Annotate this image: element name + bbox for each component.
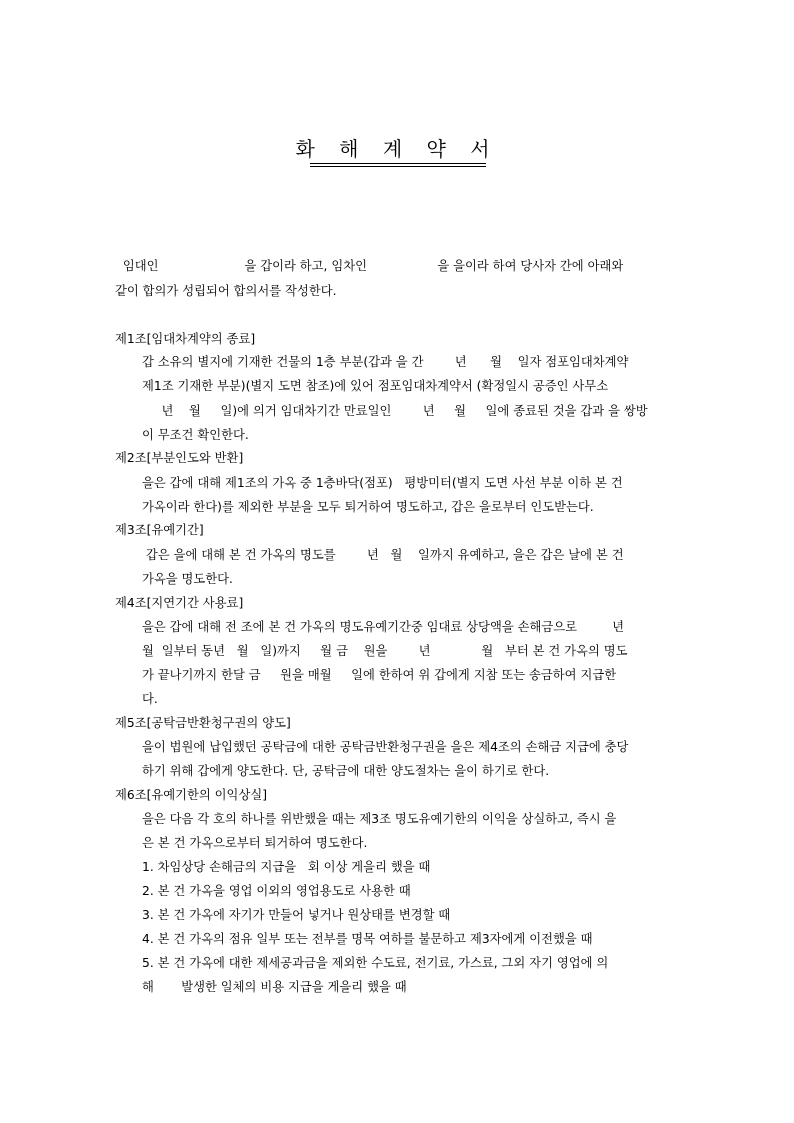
article-line: 월 일부터 동년 월 일)까지 월 금 원을 년 월 부터 본 건 가옥의 명도 [142,644,628,658]
article-line: 갑 소유의 별지에 기재한 건물의 1층 부분(갑과 을 간 년 월 일자 점포임대차계약 [142,355,629,369]
article-heading: 제4조[지연기간 사용료] [115,596,244,610]
list-item: 3. 본 건 가옥에 자기가 만들어 넣거나 원상태를 변경할 때 [142,908,451,922]
article-heading: 제1조[임대차계약의 종료] [115,332,256,346]
document-title: 화 해 계 약 서 [295,137,499,161]
intro-line: 같이 합의가 성립되어 합의서를 작성한다. [115,284,337,298]
article-line: 가옥이라 한다)를 제외한 부분을 모두 퇴거하여 명도하고, 갑은 을로부터 인도받는다. [142,500,594,514]
list-item: 1. 차임상당 손해금의 지급을 회 이상 게을리 했을 때 [142,860,431,874]
article-heading: 제2조[부분인도와 반환] [115,451,244,465]
list-item: 해 발생한 일체의 비용 지급을 게을리 했을 때 [142,980,407,994]
article-line: 다. [142,692,158,706]
article-line: 을은 갑에 대해 전 조에 본 건 가옥의 명도유예기간중 임대료 상당액을 손해금으로 년 [142,620,625,634]
list-item: 2. 본 건 가옥을 영업 이외의 영업용도로 사용한 때 [142,884,411,898]
list-item: 5. 본 건 가옥에 대한 제세공과금을 제외한 수도료, 전기료, 가스료, 그외 자기 영업에 의 [142,956,609,970]
article-line: 은 본 건 가옥으로부터 퇴거하여 명도한다. [142,836,368,850]
article-heading: 제3조[유예기간] [115,523,204,537]
intro-line: 임대인 을 갑이라 하고, 임차인 을 을이라 하여 당사자 간에 아래와 [115,259,624,273]
article-line: 년 월 일)에 의거 임대차기간 만료일인 년 월 일에 종료된 것을 갑과 을 쌍방 [142,404,648,418]
article-line: 갑은 을에 대해 본 건 가옥의 명도를 년 월 일까지 유예하고, 을은 갑은 날에 본 건 [142,548,624,562]
list-item: 4. 본 건 가옥의 점유 일부 또는 전부를 명목 여하를 불문하고 제3자에게 이전했을 때 [142,932,593,946]
article-line: 을은 다음 각 호의 하나를 위반했을 때는 제3조 명도유예기한의 이익을 상실하고, 즉시 을 [142,812,617,826]
article-line: 가 끝나기까지 한달 금 원을 매월 일에 한하여 위 갑에게 지참 또는 송금하여 지급한 [142,668,617,682]
article-line: 제1조 기재한 부분)(별지 도면 참조)에 있어 점포임대차계약서 (확정일시 공증인 사무소 [142,379,609,393]
article-line: 하기 위해 갑에게 양도한다. 단, 공탁금에 대한 양도절차는 을이 하기로 한다. [142,764,550,778]
article-line: 이 무조건 확인한다. [142,428,249,442]
article-heading: 제6조[유예기한의 이익상실] [115,788,267,802]
title-underline-top [310,163,486,164]
article-line: 을은 갑에 대해 제1조의 가옥 중 1층바닥(점포) 평방미터(별지 도면 사선 부분 이하 본 건 [142,476,623,490]
title-underline-bottom [310,166,486,167]
article-heading: 제5조[공탁금반환청구권의 양도] [115,716,291,730]
article-line: 을이 법원에 납입했던 공탁금에 대한 공탁금반환청구권을 을은 제4조의 손해금 지급에 충당 [142,740,629,754]
article-line: 가옥을 명도한다. [142,572,233,586]
